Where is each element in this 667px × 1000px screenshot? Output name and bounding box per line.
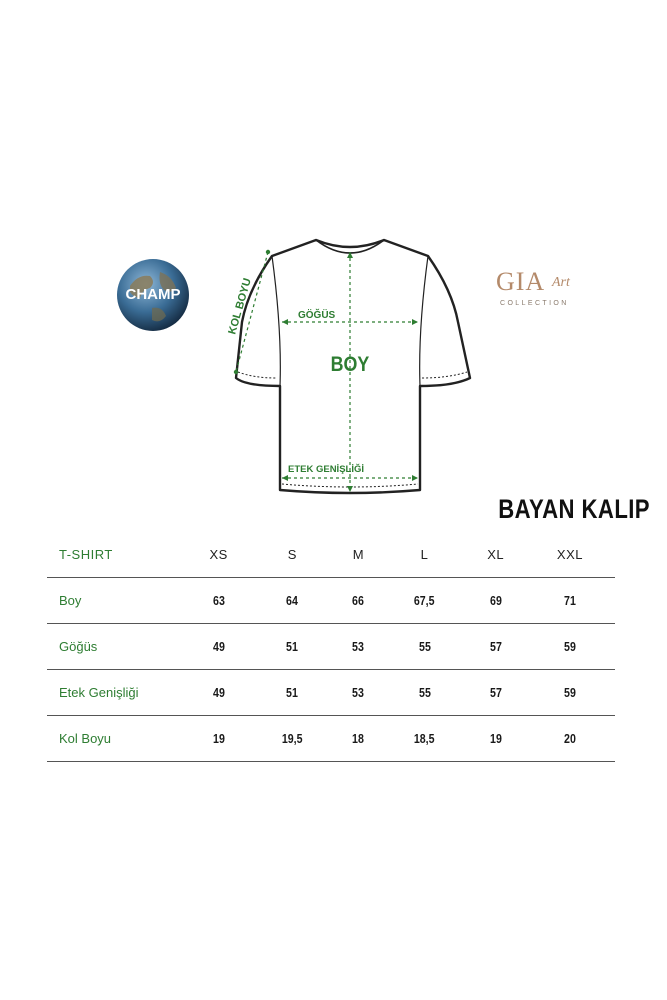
row-label: Kol Boyu: [59, 731, 112, 746]
table-cell: 51: [286, 639, 299, 654]
row-label: Etek Genişliği: [59, 685, 139, 700]
table-cell: 57: [489, 639, 502, 654]
gia-logo-main: GIA: [496, 267, 546, 296]
table-cell: 55: [418, 639, 431, 654]
table-header-size: M: [352, 547, 365, 562]
table-cell: 66: [352, 593, 365, 608]
table-cell: 51: [286, 685, 299, 700]
table-header-product: T-SHIRT: [59, 547, 113, 562]
table-cell: 19,5: [282, 731, 303, 746]
table-cell: 64: [286, 593, 299, 608]
table-cell: 49: [212, 685, 225, 700]
table-cell: 59: [564, 639, 576, 654]
table-cell: 59: [564, 685, 576, 700]
gia-logo-script: Art: [552, 275, 570, 290]
champ-logo: [116, 258, 190, 332]
table-cell: 71: [564, 593, 576, 608]
table-header-size: S: [287, 547, 297, 562]
table-row: [47, 578, 615, 624]
table-cell: 53: [352, 685, 365, 700]
table-cell: 19: [212, 731, 225, 746]
table-cell: 57: [489, 685, 502, 700]
table-cell: 53: [352, 639, 365, 654]
table-row: [47, 716, 615, 762]
table-cell: 67,5: [414, 593, 435, 608]
gogus-label: GÖĞÜS: [298, 310, 336, 321]
table-header-size: L: [420, 547, 429, 562]
gia-logo-sub: COLLECTION: [500, 300, 569, 307]
table-cell: 18,5: [414, 731, 435, 746]
table-header-size: XL: [487, 547, 505, 562]
etek-genisligi-label: ETEK GENİŞLİĞİ: [288, 464, 365, 475]
table-header-size: XS: [209, 547, 228, 562]
row-label: Boy: [59, 593, 82, 608]
table-header-row: [47, 532, 615, 578]
table-row: [47, 624, 615, 670]
table-cell: 63: [212, 593, 225, 608]
boy-label: BOY: [330, 352, 370, 377]
table-cell: 49: [212, 639, 225, 654]
gia-art-logo: [490, 262, 590, 312]
dimension-lines: [234, 250, 418, 492]
row-label: Göğüs: [59, 639, 98, 654]
table-cell: 18: [352, 731, 365, 746]
table-cell: 20: [564, 731, 576, 746]
champ-logo-text: CHAMP: [125, 286, 181, 303]
table-header-size: XXL: [556, 547, 583, 562]
table-row: [47, 670, 615, 716]
size-table: [47, 532, 615, 762]
pattern-title: BAYAN KALIP: [498, 494, 650, 524]
table-cell: 19: [489, 731, 502, 746]
table-cell: 55: [418, 685, 431, 700]
kol-boyu-label: KOL BOYU: [226, 276, 254, 336]
table-cell: 69: [489, 593, 502, 608]
